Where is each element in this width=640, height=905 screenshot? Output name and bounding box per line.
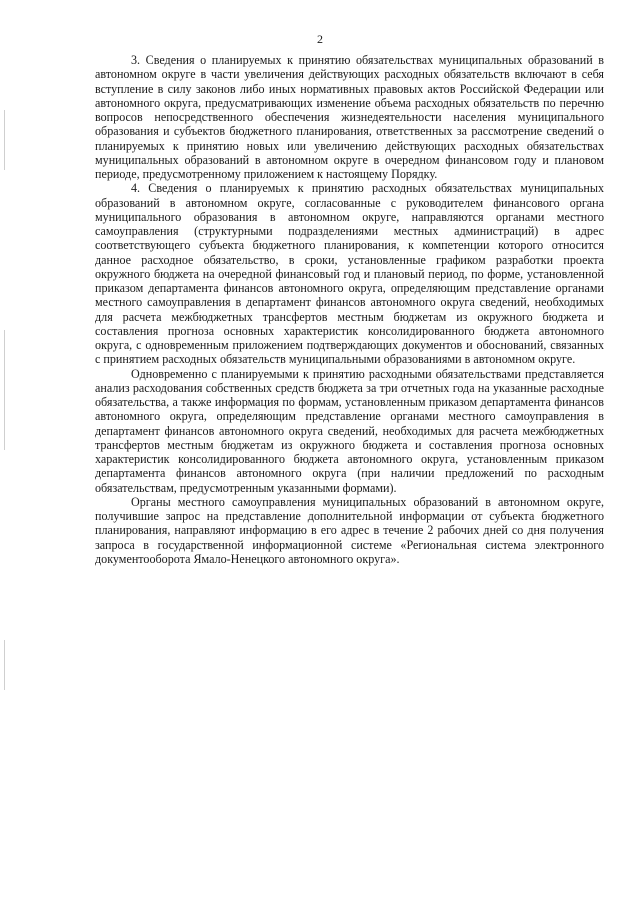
scan-edge-mark <box>4 110 5 170</box>
paragraph-item-3: 3. Сведения о планируемых к принятию обязательствах муниципальных образований в автономном округе в части увеличения действующих расходных обязательств включают в себя вступление в силу законов либо иных нормативных правовых актов Российской Федерации или автономного округа, предусматривающих изменение объема расходных обязательств по перечню вопросов непосредственного обеспечения жизнедеятельности населения муниципального образования и субъектов бюджетного планирования, ответственных за рассмотрение сведений о планируемых к принятию новых или увеличению действующих расходных обязательствах муниципальных образований в автономном округе в очередном финансовом году и плановом периоде, предусмотренному приложением к настоящему Порядку. <box>95 53 604 181</box>
paragraph-additional-information: Органы местного самоуправления муниципальных образований в автономном округе, получившие запрос на представление дополнительной информации от субъекта бюджетного планирования, направляют информацию в его адрес в течение 2 рабочих дней со дня получения запроса в государственной информационной системе «Региональная система электронного документооборота Ямало-Ненецкого автономного округа». <box>95 494 604 566</box>
paragraph-simultaneous-analysis: Одновременно с планируемыми к принятию расходными обязательствами представляется анализ расходования собственных средств бюджета за три отчетных года на указанные расходные обязательства, а также информация по формам, установленным приказом департамента финансов автономного округа, определяющим представление органами местного самоуправления в департамент финансов автономного округа сведений, необходимых для расчета межбюджетных трансфертов местным бюджетам из окружного бюджета и составления прогноза основных характеристик консолидированного бюджета автономного округа, установленным приказом департамента финансов автономного округа (при наличии предложений по расходным обязательствам, предусмотренным указанными формами). <box>95 366 604 495</box>
paragraph-item-4: 4. Сведения о планируемых к принятию расходных обязательствах муниципальных образований в автономном округе, согласованные с руководителем финансового органа муниципального образования в автономном округе, направляются органами местного самоуправления (структурными подразделениями местных администраций) в адрес соответствующего субъекта бюджетного планирования, к компетенции которого относится данное расходное обязательство, в сроки, установленные графиком разработки проекта окружного бюджета на очередной финансовый год и плановый период, по форме, установленной приказом департамента финансов автономного округа, определяющим представление органами местного самоуправления в департамент финансов автономного округа сведений, необходимых для расчета межбюджетных трансфертов местным бюджетам из окружного бюджета и составления прогноза основных характеристик консолидированного бюджета автономного округа, с одновременным приложением подтверждающих документов и обоснований, связанных с принятием расходных обязательств муниципальными образованиями в автономном округе. <box>95 181 604 367</box>
page-number: 2 <box>317 32 323 46</box>
document-body <box>95 53 604 566</box>
scan-edge-mark <box>4 330 5 450</box>
scan-edge-mark <box>4 640 5 690</box>
